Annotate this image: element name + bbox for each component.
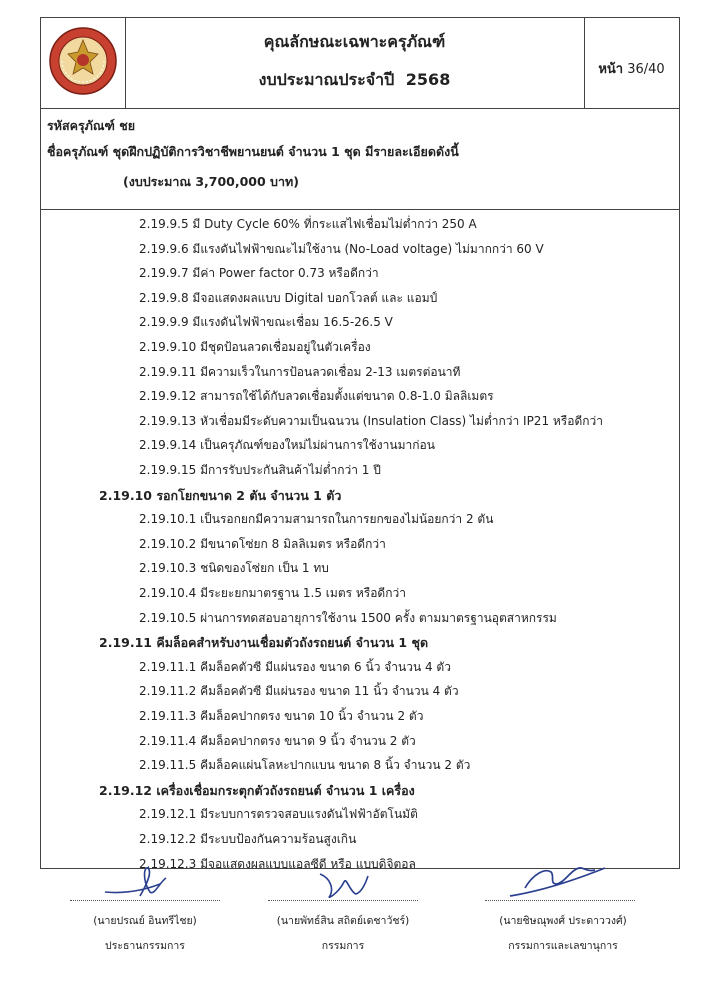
document-title: คุณลักษณะเฉพาะครุภัณฑ์ bbox=[263, 32, 446, 51]
signature-block-1 bbox=[60, 912, 230, 954]
page-number bbox=[584, 58, 679, 79]
spec-item: 2.19.11.3 คีมล็อคปากตรง ขนาด 10 นิ้ว จำนวน 2 ตัว bbox=[139, 709, 424, 723]
signer-role-2: กรรมการ bbox=[321, 940, 365, 952]
spec-item: 2.19.12.2 มีระบบป้องกันความร้อนสูงเกิน bbox=[139, 832, 357, 846]
spec-item: 2.19.11.5 คีมล็อคแผ่นโลหะปากแบน ขนาด 8 นิ้ว จำนวน 2 ตัว bbox=[139, 758, 471, 773]
spec-item: 2.19.10.4 มีระยะยกมาตรฐาน 1.5 เมตร หรือดีกว่า bbox=[139, 586, 406, 600]
signature-scribble-3-icon bbox=[505, 858, 615, 903]
spec-item: 2.19.9.14 เป็นครุภัณฑ์ของใหม่ไม่ผ่านการใช้งานมาก่อน bbox=[139, 438, 435, 453]
spec-item: 2.19.10.5 ผ่านการทดสอบอายุการใช้งาน 1500 ครั้ง ตามมาตรฐานอุตสาหกรรม bbox=[139, 610, 557, 625]
signer-name-1: (นายปรณย์ อินทรีไชย) bbox=[93, 915, 197, 927]
page-value: 36/40 bbox=[627, 62, 665, 77]
signer-name-3: (นายชิษณุพงศ์ ประดาววงศ์) bbox=[499, 915, 627, 927]
equipment-budget: (งบประมาณ 3,700,000 บาท) bbox=[123, 174, 299, 189]
signer-role-3: กรรมการและเลขานุการ bbox=[508, 940, 618, 952]
spec-item: 2.19.10.1 เป็นรอกยกมีความสามารถในการยกของไม่น้อยกว่า 2 ตัน bbox=[139, 512, 494, 527]
logo-cell bbox=[41, 18, 126, 108]
signer-name-2: (นายพัทธ์สิน สถิตย์เดชาวัชร์) bbox=[276, 915, 410, 927]
equipment-info bbox=[41, 108, 679, 210]
spec-section-heading: 2.19.11 คีมล็อคสำหรับงานเชื่อมตัวถังรถยนต์ จำนวน 1 ชุด bbox=[99, 635, 429, 651]
signature-scribble-1-icon bbox=[100, 862, 190, 902]
spec-item: 2.19.10.2 มีขนาดโซ่ยก 8 มิลลิเมตร หรือดีกว่า bbox=[139, 536, 386, 551]
title-cell bbox=[125, 18, 585, 108]
spec-item: 2.19.9.6 มีแรงดันไฟฟ้าขณะไม่ใช้งาน (No-Load voltage) ไม่มากกว่า 60 V bbox=[139, 241, 544, 256]
spec-item: 2.19.9.8 มีจอแสดงผลแบบ Digital บอกโวลต์ และ แอมป์ bbox=[139, 290, 438, 305]
document-frame bbox=[40, 17, 680, 869]
spec-item: 2.19.12.1 มีระบบการตรวจสอบแรงดันไฟฟ้าอัตโนมัติ bbox=[139, 807, 418, 822]
spec-item: 2.19.11.1 คีมล็อคตัวซี มีแผ่นรอง ขนาด 6 นิ้ว จำนวน 4 ตัว bbox=[139, 659, 451, 674]
budget-year-title: งบประมาณประจำปี 2568 bbox=[258, 70, 451, 89]
spec-item: 2.19.9.5 มี Duty Cycle 60% ที่กระแสไฟเชื่อมไม่ต่ำกว่า 250 A bbox=[139, 217, 477, 231]
spec-section-heading: 2.19.10 รอกโยกขนาด 2 ตัน จำนวน 1 ตัว bbox=[99, 487, 342, 503]
spec-item: 2.19.9.10 มีชุดป้อนลวดเชื่อมอยู่ในตัวเครื่อง bbox=[139, 340, 371, 354]
equipment-name: ชื่อครุภัณฑ์ ชุดฝึกปฏิบัติการวิชาชีพยานยนต์ จำนวน 1 ชุด มีรายละเอียดดังนี้ bbox=[47, 144, 459, 159]
spec-section-heading: 2.19.12 เครื่องเชื่อมกระตุกตัวถังรถยนต์ จำนวน 1 เครื่อง bbox=[99, 782, 415, 798]
signature-block-2 bbox=[258, 912, 428, 954]
page-number-cell bbox=[584, 18, 679, 108]
signature-block-3 bbox=[478, 912, 648, 954]
spec-item: 2.19.12.3 มีจอแสดงผลแบบแอลซีดี หรือ แบบดิจิตอล bbox=[139, 856, 416, 871]
spec-item: 2.19.9.15 มีการรับประกันสินค้าไม่ต่ำกว่า 1 ปี bbox=[139, 463, 381, 477]
page-label: หน้า bbox=[598, 62, 624, 77]
equipment-code: รหัสครุภัณฑ์ ชย bbox=[47, 118, 136, 133]
spec-item: 2.19.9.11 มีความเร็วในการป้อนลวดเชื่อม 2-13 เมตรต่อนาที bbox=[139, 364, 461, 379]
spec-item: 2.19.10.3 ชนิดของโซ่ยก เป็น 1 ทบ bbox=[139, 561, 329, 576]
spec-item: 2.19.11.4 คีมล็อคปากตรง ขนาด 9 นิ้ว จำนวน 2 ตัว bbox=[139, 733, 416, 748]
ovec-seal-logo-icon bbox=[48, 26, 118, 96]
spec-item: 2.19.9.13 หัวเชื่อมมีระดับความเป็นฉนวน (Insulation Class) ไม่ต่ำกว่า IP21 หรือดีกว่า bbox=[139, 413, 603, 428]
signature-scribble-2-icon bbox=[310, 864, 380, 904]
spec-item: 2.19.9.7 มีค่า Power factor 0.73 หรือดีกว่า bbox=[139, 266, 379, 281]
spec-item: 2.19.9.12 สามารถใช้ได้กับลวดเชื่อมตั้งแต่ขนาด 0.8-1.0 มิลลิเมตร bbox=[139, 389, 494, 404]
signer-role-1: ประธานกรรมการ bbox=[105, 940, 185, 952]
spec-item: 2.19.11.2 คีมล็อคตัวซี มีแผ่นรอง ขนาด 11 นิ้ว จำนวน 4 ตัว bbox=[139, 684, 459, 699]
document-header bbox=[41, 18, 679, 109]
spec-item: 2.19.9.9 มีแรงดันไฟฟ้าขณะเชื่อม 16.5-26.5 V bbox=[139, 315, 393, 330]
